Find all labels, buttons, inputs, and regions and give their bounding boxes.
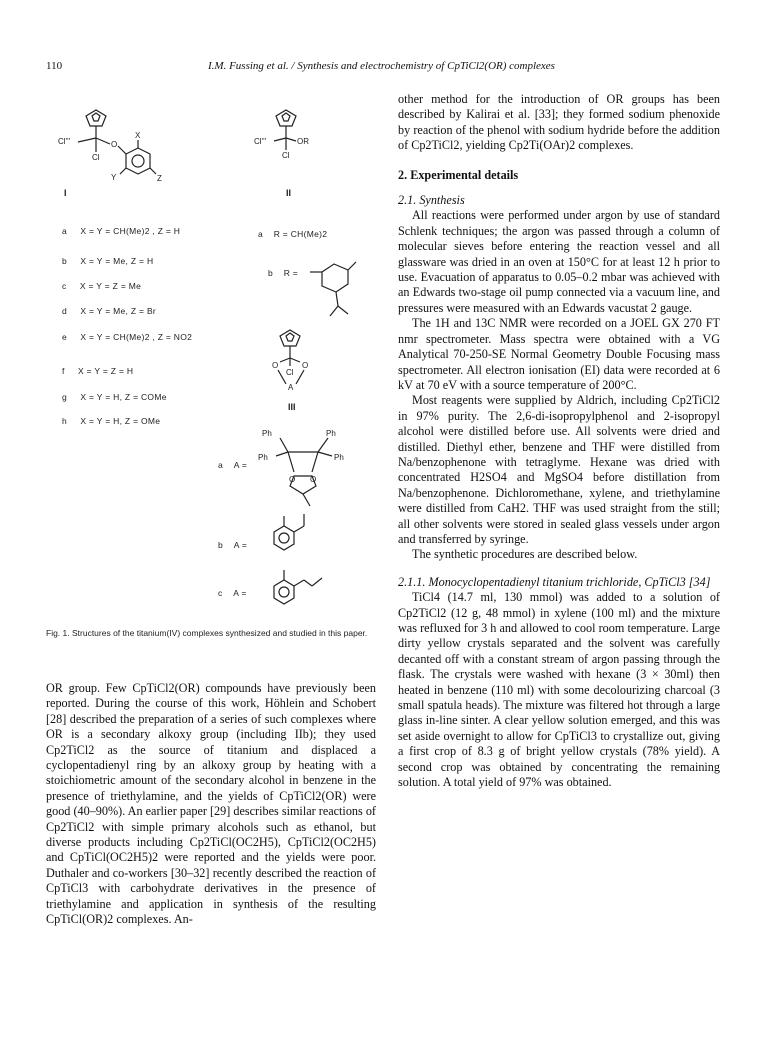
series-III-b	[218, 540, 247, 550]
letter: c	[62, 281, 67, 291]
svg-text:O: O	[111, 140, 118, 149]
svg-text:O: O	[310, 475, 317, 484]
letter: c	[218, 588, 223, 598]
body-paragraph: The synthetic procedures are described below.	[412, 547, 638, 562]
structure-I-label: I	[64, 188, 67, 198]
letter: a	[258, 229, 264, 239]
letter: f	[62, 366, 65, 376]
svg-text:Ph: Ph	[326, 429, 336, 438]
IIIb-aryl-drawing	[268, 514, 328, 554]
definition: R = CH(Me)2	[273, 229, 328, 239]
svg-text:Cl: Cl	[286, 368, 294, 377]
svg-text:Cl: Cl	[92, 153, 100, 162]
letter: g	[62, 392, 68, 402]
series-III-c	[218, 588, 247, 598]
definition: X = Y = Me, Z = Br	[80, 306, 157, 316]
series-I-d	[62, 306, 156, 316]
definition: X = Y = Z = Me	[79, 281, 142, 291]
body-paragraph: other method for the introduction of OR groups has been described by Kalirai et al. [33]; they formed sodium phenoxide by reaction of the phenol with sodium hydride before the addition of Cp2TiCl2, yielding Cp2Ti(OAr)2 complexes.	[398, 92, 720, 153]
svg-text:Ph: Ph	[262, 429, 272, 438]
definition: A =	[233, 540, 248, 550]
definition: R =	[283, 268, 299, 278]
svg-text:Ph: Ph	[334, 453, 344, 462]
section-heading: 2. Experimental details	[398, 167, 519, 182]
svg-text:Cl''': Cl'''	[254, 137, 267, 146]
left-column	[46, 681, 376, 928]
series-I-g	[62, 392, 167, 402]
structure-III-drawing	[266, 328, 316, 398]
series-II-a	[258, 229, 327, 239]
IIIa-diphenyl-dioxolane-drawing	[258, 422, 362, 512]
series-II-b	[268, 268, 298, 278]
body-paragraph: Most reagents were supplied by Aldrich, including Cp2TiCl2 in 97% purity. The 2,6-di-isopropylphenol and 2-isopropyl alcohol were distilled before use. All solvents were dried and distilled. Diethyl ether, benzene and THF were distilled from Na/benzophenone with tetraglyme. Hexane was dried with concentrated H2SO4 and MgSO4 before distillation from Na/benzophenone. Dichloromethane, xylene, and triethylamine were distilled from CaH2. THF was used straight from the still; all other solvents were stored in sealed glass vessels under argon and transferred by syringe.	[398, 393, 720, 546]
svg-text:A: A	[288, 383, 294, 392]
svg-text:Ph: Ph	[258, 453, 268, 462]
letter: a	[62, 226, 68, 236]
svg-text:Z: Z	[157, 174, 162, 183]
svg-text:O: O	[302, 361, 309, 370]
definition: X = Y = CH(Me)2 , Z = H	[80, 226, 181, 236]
series-I-a	[62, 226, 180, 236]
letter: h	[62, 416, 68, 426]
menthyl-group-drawing	[310, 252, 370, 322]
definition: A =	[233, 588, 247, 598]
letter: d	[62, 306, 68, 316]
letter: b	[218, 540, 224, 550]
svg-text:Y: Y	[111, 173, 117, 182]
definition: X = Y = H, Z = OMe	[80, 416, 161, 426]
letter: b	[268, 268, 274, 278]
series-I-h	[62, 416, 160, 426]
svg-text:O: O	[272, 361, 279, 370]
letter: a	[218, 460, 224, 470]
definition: X = Y = H, Z = COMe	[80, 392, 167, 402]
structure-II-drawing	[254, 108, 332, 168]
body-paragraph: TiCl4 (14.7 ml, 130 mmol) was added to a solution of Cp2TiCl2 (12 g, 48 mmol) in xylene (100 ml) and the mixture was refluxed for 3 h and allowed to cool room temperature. Large dirty yellow crystals separated and the solvent was carefully decanted off with a constant stream of argon passing through the flask. The crystals were washed with hexane (3 × 30ml) then heated in benzene (110 ml) with some decolourizing charcoal (3 small spatula heads). The mixture was filtered hot through a large glass in-line sinter. A clear yellow solution emerged, and this was set aside overnight to allow for CpTiCl3 to crystallize out, giving a first crop of 8.3 g of bright yellow crystals (78% yield). A second crop was obtained by concentrating the remaining solution. A total yield of 97% was obtained.	[398, 590, 720, 790]
svg-text:Cl: Cl	[282, 151, 290, 160]
definition: X = Y = Me, Z = H	[80, 256, 154, 266]
figure-caption: Fig. 1. Structures of the titanium(IV) complexes synthesized and studied in this paper.	[46, 628, 368, 638]
series-I-f	[62, 366, 133, 376]
svg-text:X: X	[135, 131, 141, 140]
body-paragraph: The 1H and 13C NMR were recorded on a JOEL GX 270 FT nmr spectrometer. Mass spectra were obtained with a VG Analytical 70-250-SE Normal Geometry Double Focusing mass spectrometer. All electron ionisation (EI) data were recorded at 6 kV at 70 eV with a source temperature of 200°C.	[398, 316, 720, 392]
svg-text:Cl''': Cl'''	[58, 137, 71, 146]
series-I-e	[62, 332, 192, 342]
series-I-b	[62, 256, 153, 266]
series-III-a	[218, 460, 247, 470]
definition: X = Y = CH(Me)2 , Z = NO2	[80, 332, 193, 342]
svg-text:OR: OR	[297, 137, 309, 146]
letter: b	[62, 256, 68, 266]
subsubsection-heading: 2.1.1. Monocyclopentadienyl titanium trichloride, CpTiCl3 [34]	[398, 574, 711, 589]
body-paragraph: OR group. Few CpTiCl2(OR) compounds have previously been reported. During the course of this work, Höhlein and Schobert [28] described the preparation of a series of such complexes where OR is a secondary alkoxy group (including IIb); they used Cp2TiCl2 as the source of titanium and displaced a cyclopentadienyl ring by an alkoxy group by heating with a stoichiometric amount of the secondary alcohol in benzene in the presence of triethylamine, and the yields of CpTiCl2(OR) were good (40–90%). An earlier paper [29] describes similar reactions of Cp2TiCl2 with simple primary alcohols such as ethanol, but diverse products including Cp2TiCl(OC2H5), CpTiCl2(OC2H5) and CpTiCl(OC2H5)2 were reported and the yields were poor. Duthaler and co-workers [30–32] recently described the reaction of CpTiCl3 with carbohydrate derivatives in the presence of triethylamine and application in synthesis of the resulting CpTiCl(OR)2 complexes. An-	[46, 681, 376, 927]
subsection-heading: 2.1. Synthesis	[398, 193, 465, 208]
definition: X = Y = Z = H	[77, 366, 134, 376]
letter: e	[62, 332, 68, 342]
body-paragraph: All reactions were performed under argon by use of standard Schlenk techniques; the argon was passed through a column of molecular sieves before entering the reaction vessel and all glassware was dried in an oven at 150°C for at least 12 h prior to use. Evacuation of apparatus to 0.05–0.2 mbar was achieved with an Edwards two-stage oil pump connected via a vacuum line, and pressures were measured with an Edwards vacustat 2 gauge.	[398, 208, 720, 315]
IIIc-aryl-drawing	[268, 568, 338, 608]
svg-text:O: O	[289, 475, 296, 484]
structure-II-label: II	[286, 188, 292, 198]
definition: A =	[233, 460, 248, 470]
page-number: 110	[46, 60, 63, 72]
running-title: I.M. Fussing et al. / Synthesis and electrochemistry of CpTiCl2(OR) complexes	[208, 60, 555, 72]
series-I-c	[62, 281, 141, 291]
structure-III-label: III	[288, 402, 296, 412]
structure-I-drawing	[56, 108, 166, 188]
right-column	[398, 92, 720, 790]
